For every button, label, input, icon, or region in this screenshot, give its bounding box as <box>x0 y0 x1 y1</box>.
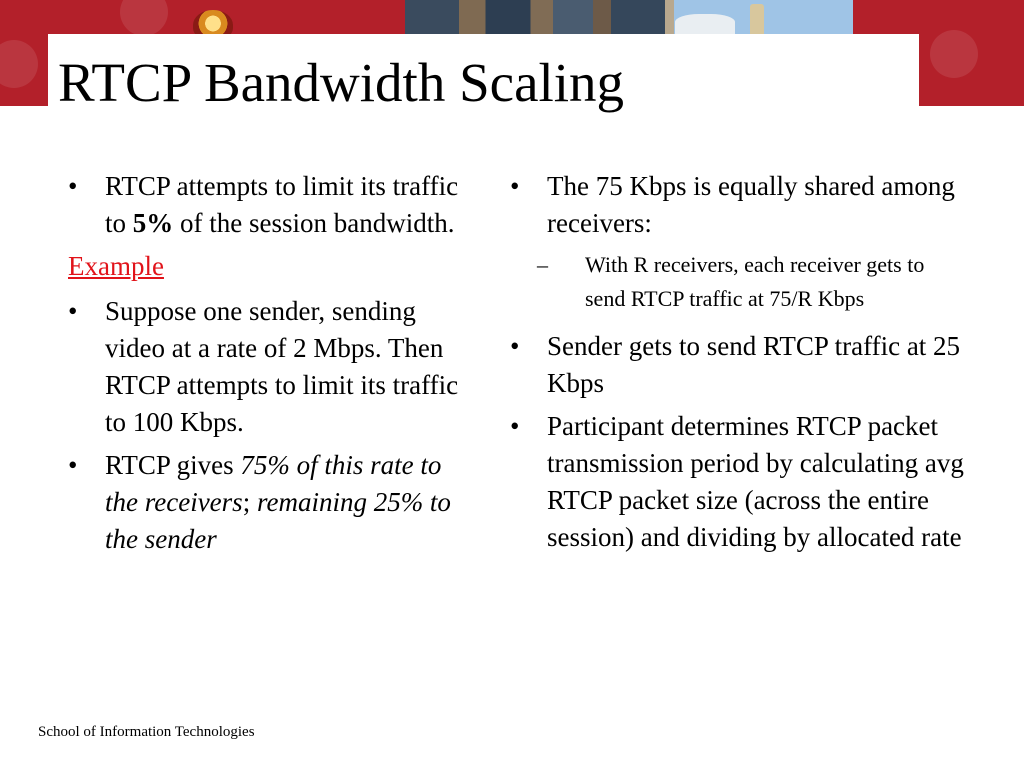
right-column <box>510 168 970 562</box>
bullet-item <box>510 328 970 402</box>
bullet-marker: • <box>510 411 520 441</box>
bullet-text: Sender gets to send RTCP traffic at 25 Kbps <box>547 331 961 398</box>
bullet-item <box>510 168 970 242</box>
bullet-marker: • <box>510 331 520 361</box>
sub-bullet-item <box>537 248 970 316</box>
bullet-text: ; <box>242 487 257 517</box>
bullet-text: The 75 Kbps is equally shared among receivers: <box>547 171 955 238</box>
footer-text: School of Information Technologies <box>38 724 255 740</box>
bullet-item <box>68 168 468 242</box>
italic-text: remaining 25% to the sender <box>105 487 451 554</box>
slide-title: RTCP Bandwidth Scaling <box>58 52 625 113</box>
decor-flower-icon <box>120 0 168 36</box>
bullet-text: RTCP gives <box>105 450 241 480</box>
bullet-text: Suppose one sender, sending video at a rate of 2 Mbps. Then RTCP attempts to limit its traffic to 100 Kbps. <box>105 296 459 437</box>
bullet-text: Participant determines RTCP packet transmission period by calculating avg RTCP packet size (across the entire session) and dividing by allocated rate <box>547 411 964 552</box>
tree-icon <box>675 14 735 34</box>
bullet-marker: • <box>68 171 78 201</box>
bullet-text: of the session bandwidth. <box>173 208 455 238</box>
tower-icon <box>750 4 764 34</box>
italic-text: 75% of this rate to the receivers <box>105 450 442 517</box>
sub-bullet-text: With R receivers, each receiver gets to send RTCP traffic at 75/R Kbps <box>585 252 925 311</box>
bold-text: 5% <box>132 208 174 238</box>
campus-photo-strip <box>405 0 853 34</box>
decor-flower-icon <box>0 40 38 88</box>
bullet-marker: • <box>68 450 78 480</box>
example-heading: Example <box>68 251 164 281</box>
bullet-text: RTCP attempts to limit its traffic to <box>105 171 459 238</box>
decor-flower-icon <box>930 30 978 78</box>
left-column <box>68 168 468 564</box>
bullet-item <box>68 293 468 441</box>
title-panel <box>48 34 919 114</box>
bullet-marker: • <box>68 296 78 326</box>
bullet-item <box>68 447 468 558</box>
bullet-marker: • <box>510 171 520 201</box>
bullet-item <box>510 408 970 556</box>
dash-marker: – <box>537 252 548 277</box>
